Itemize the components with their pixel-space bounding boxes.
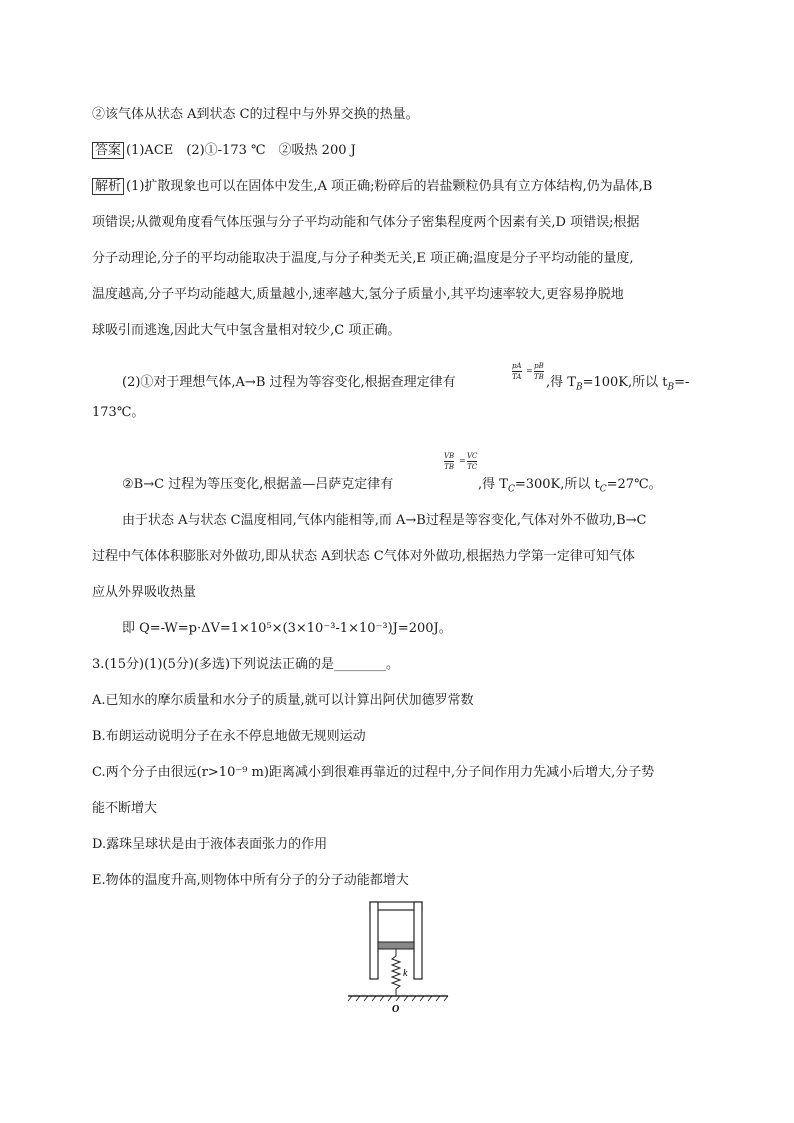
piston xyxy=(378,942,414,949)
p2b-end: =27℃。 xyxy=(606,477,662,492)
analysis-line-2: 项错误;从微观角度看气体压强与分子平均动能和气体分子密集程度两个因素有关,D 项错误;根据 xyxy=(92,215,640,230)
q3-option-d: D.露珠呈球状是由于液体表面张力的作用 xyxy=(92,837,328,852)
p2a-result xyxy=(546,374,689,397)
frac2-num1: VB xyxy=(444,452,455,460)
frac1-den1: TA xyxy=(512,373,522,381)
p2b-tail: =300K,所以 t xyxy=(514,477,600,492)
analysis-p2a xyxy=(122,374,456,392)
analysis-p3-line1: 由于状态 A与状态 C温度相同,气体内能相等,而 A→B过程是等容变化,气体对外不做功,B→C xyxy=(122,513,647,528)
q2-part2-text: ②该气体从状态 A到状态 C的过程中与外界交换的热量。 xyxy=(92,107,419,122)
frac2-den2: TC xyxy=(467,463,478,471)
q3-option-b: B.布朗运动说明分子在永不停息地做无规则运动 xyxy=(92,729,366,744)
answer-line xyxy=(92,142,356,160)
ground-hatching xyxy=(348,996,448,1001)
frac2-den1: TB xyxy=(444,463,455,471)
q3-option-a: A.已知水的摩尔质量和水分子的质量,就可以计算出阿伏加德罗常数 xyxy=(92,693,474,708)
p2b-result-text: ,得 T xyxy=(478,477,508,492)
q3-option-c: C.两个分子由很远(r>10⁻⁹ m)距离减小到很难再靠近的过程中,分子间作用力先减小后增大,分子势 xyxy=(92,765,655,780)
p2b-tsub: C xyxy=(599,484,607,495)
cylinder-right-wall xyxy=(414,902,422,979)
frac1-den2: TB xyxy=(534,373,544,381)
analysis-p2b: ②B→C 过程为等压变化,根据盖—吕萨克定律有 xyxy=(122,477,394,492)
p2a-tail: =100K,所以 t xyxy=(582,375,668,390)
p2a-tsub: B xyxy=(667,382,675,393)
cylinder-left-wall xyxy=(370,902,378,979)
charles-formula-right xyxy=(534,362,544,381)
frac2-eq: = xyxy=(459,456,466,465)
p2b-result xyxy=(478,476,662,499)
p2b-sub: C xyxy=(507,484,515,495)
frac1-num1: pA xyxy=(512,362,522,370)
analysis-line-1 xyxy=(92,178,652,196)
origin-label: O xyxy=(392,1004,400,1015)
spring-label: k xyxy=(403,968,408,979)
answer-text: (1)ACE (2)①-173 ℃ ②吸热 200 J xyxy=(126,143,356,158)
q3-option-e: E.物体的温度升高,则物体中所有分子的分子动能都增大 xyxy=(92,873,409,888)
analysis-p3-line3: 应从外界吸收热量 xyxy=(92,585,197,600)
analysis-line-5: 球吸引而逃逸,因此大气中氢含量相对较少,C 项正确。 xyxy=(92,323,401,338)
q3-option-c-cont: 能不断增大 xyxy=(92,801,158,816)
cylinder-spring-figure xyxy=(340,900,460,1015)
p2a-sub: B xyxy=(575,382,583,393)
analysis-line-4: 温度越高,分子平均动能越大,质量越小,速率越大,氢分子质量小,其平均速率较大,更容易挣脱地 xyxy=(92,287,624,302)
analysis-p4: 即 Q=-W=p·ΔV=1×10⁵×(3×10⁻³-1×10⁻³)J=200J。 xyxy=(122,621,452,636)
gay-lussac-formula-left xyxy=(444,452,454,471)
charles-formula-left xyxy=(512,362,522,381)
p2a-end: =- xyxy=(674,375,690,390)
answer-tag: 答案 xyxy=(92,142,124,159)
spring xyxy=(392,949,400,996)
p2a-text: (2)①对于理想气体,A→B 过程为等容变化,根据查理定律有 xyxy=(122,375,456,390)
frac1-num2: pB xyxy=(534,362,544,370)
p2a-continuation: 173℃。 xyxy=(92,405,145,420)
frac2-num2: VC xyxy=(467,452,478,460)
analysis-line-3: 分子动理论,分子的平均动能取决于温度,与分子种类无关,E 项正确;温度是分子平均动能的量度, xyxy=(92,251,634,266)
analysis-tag: 解析 xyxy=(92,178,124,195)
frac1-eq: = xyxy=(526,366,533,375)
p2a-result-text: ,得 T xyxy=(546,375,576,390)
analysis-text-1: (1)扩散现象也可以在固体中发生,A 项正确;粉碎后的岩盐颗粒仍具有立方体结构,仍为晶体,B xyxy=(126,179,653,194)
gay-lussac-formula-right xyxy=(467,452,477,471)
analysis-p3-line2: 过程中气体体积膨胀对外做功,即从状态 A到状态 C气体对外做功,根据热力学第一定律可知气体 xyxy=(92,549,635,564)
q3-stem: 3.(15分)(1)(5分)(多选)下列说法正确的是________。 xyxy=(92,657,400,672)
